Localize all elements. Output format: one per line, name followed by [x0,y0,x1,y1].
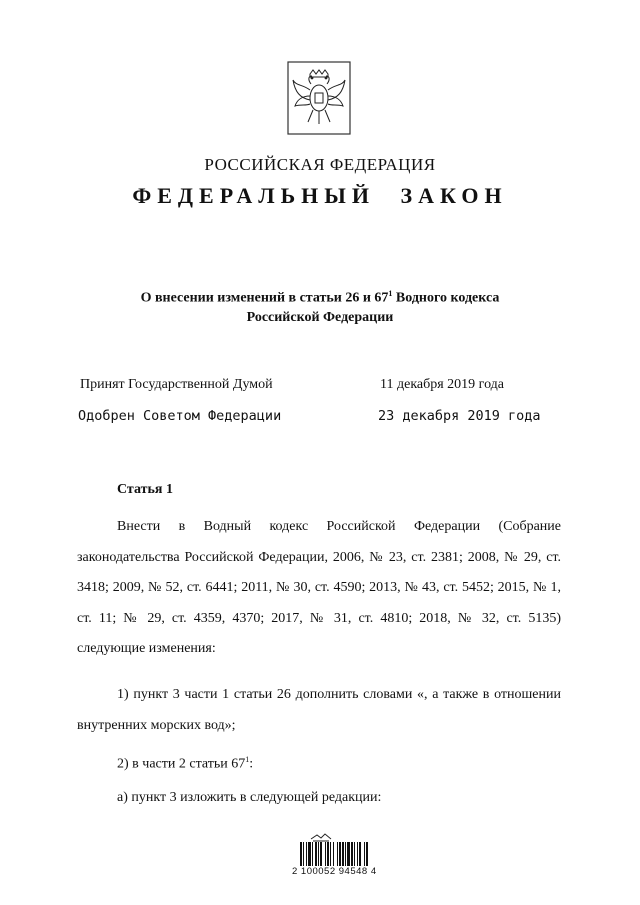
stamp-mark-icon [309,829,333,839]
duma-adoption-date: 11 декабря 2019 года [380,377,505,392]
council-approval-label: Одобрен Советом Федерации [78,408,282,424]
country-title: РОССИЙСКАЯ ФЕДЕРАЦИЯ [204,155,436,174]
council-approval-date: 23 декабря 2019 года [378,408,541,424]
article-heading: Статья 1 [117,482,173,497]
article-item-1: 1) пункт 3 части 1 статьи 26 дополнить словами «, а также в отношении внутренних морских вод»; [77,687,561,733]
article-item-2a: а) пункт 3 изложить в следующей редакции: [117,790,382,805]
article-item-2: 2) в части 2 статьи $67^1$: [117,755,254,772]
document-type-title: ФЕДЕРАЛЬНЫЙ ЗАКОН [132,183,508,208]
barcode-number: 2 100052 94548 4 [292,866,377,877]
law-subject [70,284,570,327]
subject-line-1: О внесении изменений в статьи 26 и $67^1$ Водного кодекса [140,289,500,306]
coat-of-arms-icon [286,60,352,136]
duma-adoption-label: Принят Государственной Думой [80,377,273,392]
subject-line-2: Российской Федерации [246,309,394,325]
barcode-icon [300,842,380,866]
article-intro-paragraph: Внести в Водный кодекс Российской Федерации (Собрание законодательства Российской Федерации, 2006, № 23, ст. 2381; 2008, № 29, ст. 3418; 2009, № 52, ст. 6441; 2011, № 30, ст. 4590; 2013, № 43, ст. 5452; 2015, № 1, ст. 11; № 29, ст. 4359, 4370; 2017, № 31, ст. 4810; 2018, № 32, ст. 5135) следующие изменения: [77,519,561,656]
